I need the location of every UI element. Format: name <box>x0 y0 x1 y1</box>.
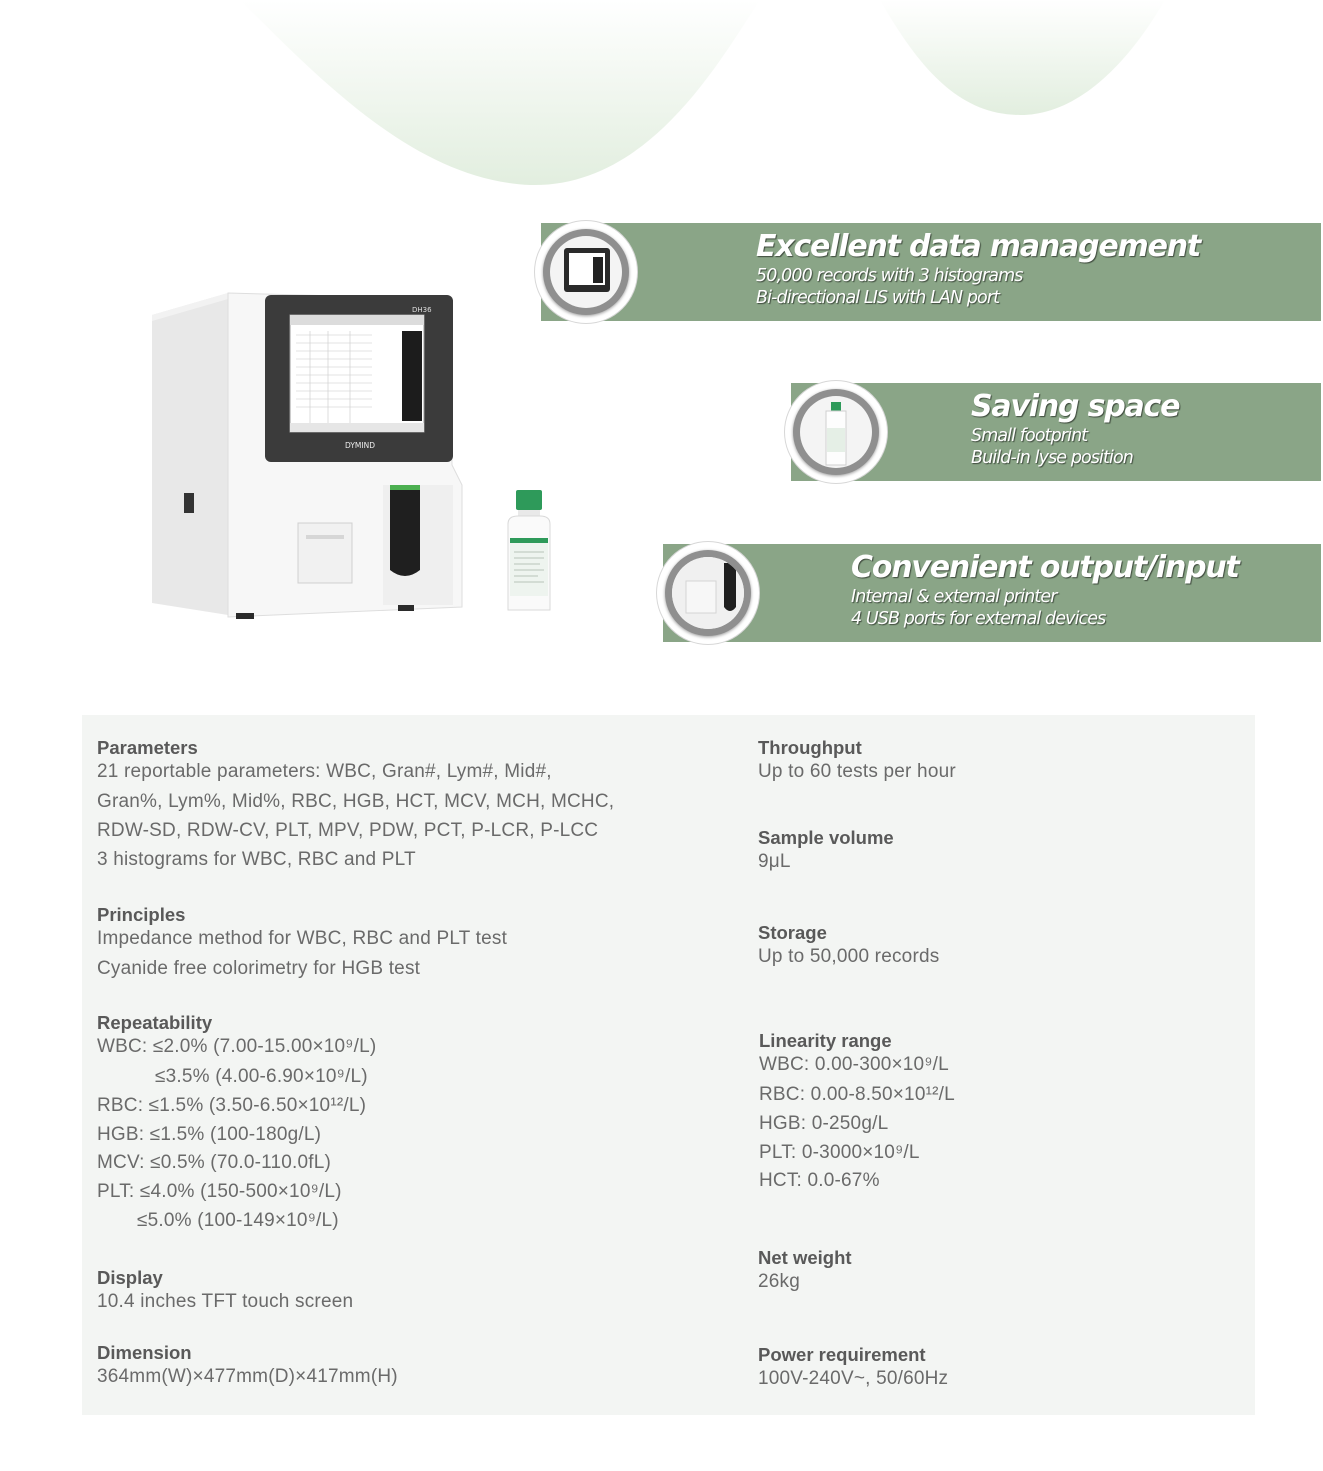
spec-value: Up to 60 tests per hour <box>758 761 956 782</box>
spec-display <box>97 1266 353 1318</box>
reagent-bottle-icon <box>785 381 887 483</box>
device-brand-label: DYMIND <box>344 441 376 450</box>
spec-power-requirement <box>758 1343 948 1395</box>
spec-value: HGB: 0-250g/L <box>759 1112 889 1134</box>
spec-label: Linearity range <box>759 1030 892 1051</box>
spec-value: 26kg <box>758 1271 801 1292</box>
spec-label: Dimension <box>97 1342 192 1363</box>
touchscreen-icon <box>535 221 637 323</box>
spec-storage <box>758 921 939 973</box>
spec-value: RBC: ≤1.5% (3.50-6.50×10¹²/L) <box>97 1094 367 1116</box>
spec-value: Gran%, Lym%, Mid%, RBC, HGB, HCT, MCV, MCH, MCHC, <box>97 791 615 812</box>
spec-value: Cyanide free colorimetry for HGB test <box>97 958 421 979</box>
feature-line: 50,000 records with 3 histograms <box>756 266 1023 286</box>
device-model-label: DH36 <box>412 306 432 314</box>
specifications-panel <box>82 715 1255 1415</box>
feature-line: Small footprint <box>971 426 1088 446</box>
spec-value: 100V-240V~, 50/60Hz <box>758 1368 949 1389</box>
spec-parameters <box>97 736 614 874</box>
spec-label: Storage <box>758 922 827 943</box>
feature-title: Convenient output/input <box>851 550 1239 585</box>
feature-banner-output-input <box>663 544 1321 642</box>
feature-banner-data-management <box>541 223 1321 321</box>
spec-value: WBC: ≤2.0% (7.00-15.00×10⁹/L) <box>97 1036 377 1057</box>
spec-label: Throughput <box>758 737 862 758</box>
spec-value: 21 reportable parameters: WBC, Gran#, Lym#, Mid#, <box>97 761 552 782</box>
hematology-analyzer-image <box>140 285 470 630</box>
spec-sample-volume <box>758 826 894 878</box>
spec-value: HGB: ≤1.5% (100-180g/L) <box>97 1123 322 1145</box>
printer-slot-icon <box>657 542 759 644</box>
spec-linearity-range <box>759 1029 955 1196</box>
feature-line: Build-in lyse position <box>971 448 1133 468</box>
spec-value: MCV: ≤0.5% (70.0-110.0fL) <box>97 1152 332 1174</box>
spec-repeatability <box>97 1011 376 1236</box>
spec-label: Parameters <box>97 737 198 758</box>
spec-label: Repeatability <box>97 1012 213 1033</box>
feature-line: Internal & external printer <box>851 587 1057 607</box>
spec-value: PLT: ≤4.0% (150-500×10⁹/L) <box>97 1181 342 1203</box>
spec-label: Net weight <box>758 1247 852 1268</box>
spec-label: Principles <box>97 904 186 925</box>
spec-value: 3 histograms for WBC, RBC and PLT <box>97 848 416 870</box>
spec-value: RDW-SD, RDW-CV, PLT, MPV, PDW, PCT, P-LCR, P-LCC <box>97 819 599 841</box>
spec-value: 10.4 inches TFT touch screen <box>97 1291 354 1312</box>
spec-label: Sample volume <box>758 827 894 848</box>
feature-line: Bi-directional LIS with LAN port <box>756 288 1000 308</box>
spec-value: Impedance method for WBC, RBC and PLT test <box>97 928 508 949</box>
spec-label: Display <box>97 1267 163 1288</box>
spec-value: HCT: 0.0-67% <box>759 1170 880 1192</box>
spec-principles <box>97 903 507 984</box>
spec-throughput <box>758 736 956 788</box>
spec-value: ≤3.5% (4.00-6.90×10⁹/L) <box>155 1066 368 1087</box>
spec-value: ≤5.0% (100-149×10⁹/L) <box>137 1209 339 1231</box>
feature-title: Excellent data management <box>756 229 1201 264</box>
spec-value: RBC: 0.00-8.50×10¹²/L <box>759 1084 955 1105</box>
background-waves <box>0 0 1323 200</box>
feature-title: Saving space <box>971 389 1180 424</box>
feature-line: 4 USB ports for external devices <box>851 609 1106 629</box>
feature-banner-saving-space <box>791 383 1321 481</box>
spec-value: WBC: 0.00-300×10⁹/L <box>759 1054 949 1075</box>
spec-label: Power requirement <box>758 1344 926 1365</box>
spec-net-weight <box>758 1246 852 1298</box>
spec-dimension <box>97 1341 398 1393</box>
spec-value: Up to 50,000 records <box>758 946 940 967</box>
spec-value: PLT: 0-3000×10⁹/L <box>759 1141 920 1163</box>
lyse-reagent-bottle-image <box>498 488 560 614</box>
spec-value: 364mm(W)×477mm(D)×417mm(H) <box>97 1366 398 1387</box>
spec-value: 9μL <box>758 851 791 872</box>
